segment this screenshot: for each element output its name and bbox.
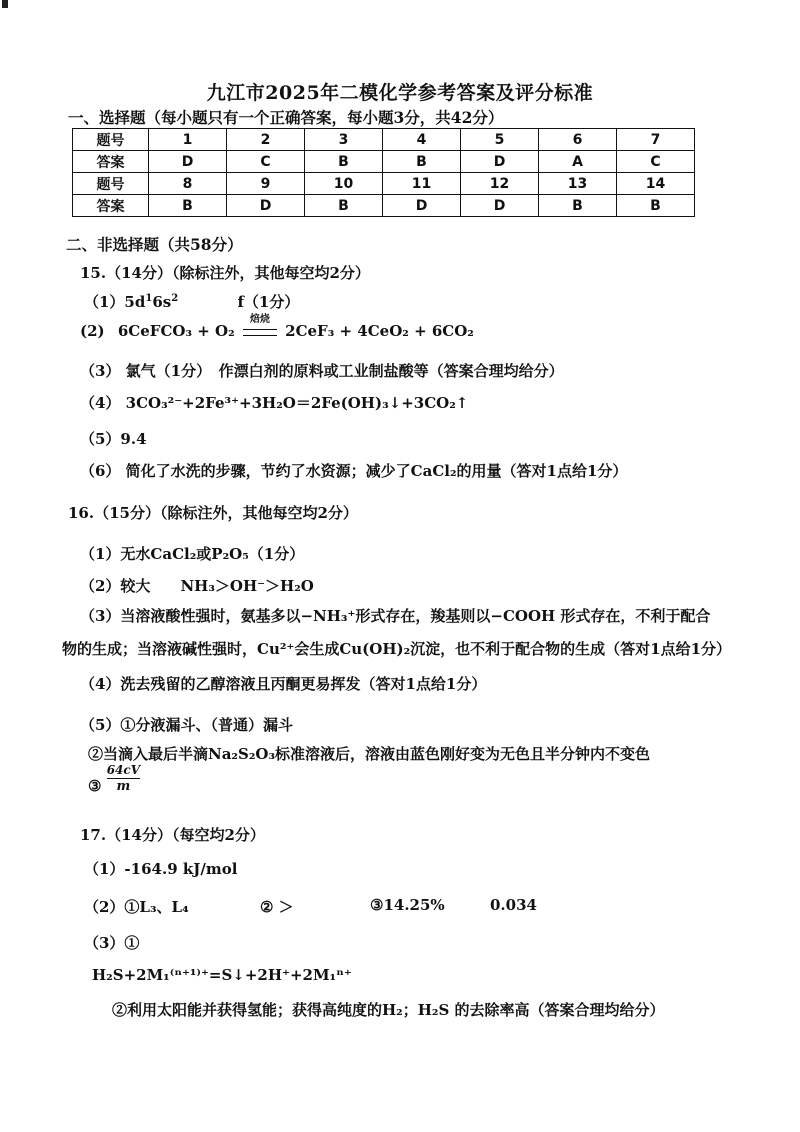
- section2-heading: 二、非选择题（共58分）: [66, 235, 243, 254]
- answer-table-row: [73, 195, 695, 217]
- answer-table-row-header: 题号: [73, 129, 149, 151]
- q15-part4-equation: （4） 3CO₃²⁻+2Fe³⁺+3H₂O＝2Fe(OH)₃↓+3CO₂↑: [80, 394, 469, 412]
- q15-part5: （5）9.4: [80, 430, 147, 448]
- q16-part4: （4）洗去残留的乙醇溶液且丙酮更易挥发（答对1点给1分）: [80, 675, 487, 693]
- q17-part3-equation: H₂S+2M₁⁽ⁿ⁺¹⁾⁺=S↓+2H⁺+2M₁ⁿ⁺: [92, 966, 352, 984]
- equilibrium-arrow: 焙烧: [243, 322, 277, 340]
- q17-heading: 17.（14分）（每空均2分）: [80, 826, 265, 844]
- answer-table-cell: B: [617, 195, 695, 217]
- answer-table-cell: D: [227, 195, 305, 217]
- answer-table-cell: 2: [227, 129, 305, 151]
- q17-part1: （1）-164.9 kJ/mol: [84, 860, 238, 878]
- answer-table-cell: C: [617, 151, 695, 173]
- answer-table-cell: 4: [383, 129, 461, 151]
- answer-table-cell: D: [461, 151, 539, 173]
- answer-table-cell: B: [305, 195, 383, 217]
- answer-table-row: [73, 151, 695, 173]
- answer-table-cell: D: [383, 195, 461, 217]
- q17-part3-2: ②利用太阳能并获得氢能；获得高纯度的H₂；H₂S 的去除率高（答案合理均给分）: [112, 1001, 665, 1019]
- answer-table-cell: 3: [305, 129, 383, 151]
- answer-table-row: [73, 129, 695, 151]
- q17-part3: （3）①: [84, 934, 140, 952]
- answer-table-cell: 9: [227, 173, 305, 195]
- scan-speck: [2, 0, 8, 8]
- answer-table-cell: 13: [539, 173, 617, 195]
- answer-table-cell: B: [149, 195, 227, 217]
- q16-heading: 16.（15分）（除标注外，其他每空均2分）: [68, 504, 358, 522]
- answer-table-cell: 14: [617, 173, 695, 195]
- q16-part5-3: ③ $\frac{64cV}{m}$: [88, 763, 141, 795]
- answer-table-row-header: 答案: [73, 195, 149, 217]
- fraction: $\frac{64cV}{m}$: [106, 763, 141, 794]
- answer-table-cell: 1: [149, 129, 227, 151]
- answer-table-cell: A: [539, 151, 617, 173]
- answer-table-cell: 6: [539, 129, 617, 151]
- answer-table-cell: B: [305, 151, 383, 173]
- answer-table-cell: 8: [149, 173, 227, 195]
- answer-table-row: [73, 173, 695, 195]
- q16-part2: （2）较大 NH₃＞OH⁻＞H₂O: [80, 577, 314, 595]
- answer-table-cell: B: [539, 195, 617, 217]
- q15-part2-equation: (2) 6CeFCO₃ + O₂ 焙烧 2CeF₃ + 4CeO₂ + 6CO₂: [80, 314, 474, 340]
- answer-table-cell: 12: [461, 173, 539, 195]
- answer-table-cell: 7: [617, 129, 695, 151]
- q16-part5-2: ②当滴入最后半滴Na₂S₂O₃标准溶液后，溶液由蓝色刚好变为无色且半分钟内不变色: [88, 745, 651, 763]
- q15-part6: （6） 简化了水洗的步骤，节约了水资源；减少了CaCl₂的用量（答对1点给1分）: [80, 462, 628, 480]
- answer-table-cell: 10: [305, 173, 383, 195]
- answer-table-cell: D: [461, 195, 539, 217]
- answer-table: [72, 128, 695, 217]
- section1-heading: 一、选择题（每小题只有一个正确答案，每小题3分，共42分）: [68, 108, 504, 127]
- q15-part1: $(1)5d^16s^2$ f（1分）: [84, 293, 300, 311]
- answer-table-cell: C: [227, 151, 305, 173]
- answer-table-row-header: 答案: [73, 151, 149, 173]
- answer-table-cell: 11: [383, 173, 461, 195]
- answer-table-cell: D: [149, 151, 227, 173]
- q15-heading: 15.（14分）（除标注外，其他每空均2分）: [80, 264, 370, 282]
- answer-table-cell: B: [383, 151, 461, 173]
- q16-part3-line2: 物的生成；当溶液碱性强时，Cu²⁺会生成Cu(OH)₂沉淀，也不利于配合物的生成（答对1点给1分）: [62, 640, 732, 658]
- answer-table-cell: 5: [461, 129, 539, 151]
- q17-part2: （2）①L₃、L₄ ② ＞ ③14.25% 0.034: [84, 896, 537, 916]
- q15-part3: （3） 氯气（1分） 作漂白剂的原料或工业制盐酸等（答案合理均给分）: [80, 362, 564, 380]
- answer-table-row-header: 题号: [73, 173, 149, 195]
- page-title: 九江市2025年二模化学参考答案及评分标准: [206, 82, 594, 104]
- q16-part5-1: （5）①分液漏斗、（普通）漏斗: [80, 716, 293, 734]
- q16-part1: （1）无水CaCl₂或P₂O₅（1分）: [80, 545, 305, 563]
- q16-part3-line1: （3）当溶液酸性强时，氨基多以−NH₃⁺形式存在，羧基则以−COOH 形式存在，不利于配合: [80, 607, 711, 625]
